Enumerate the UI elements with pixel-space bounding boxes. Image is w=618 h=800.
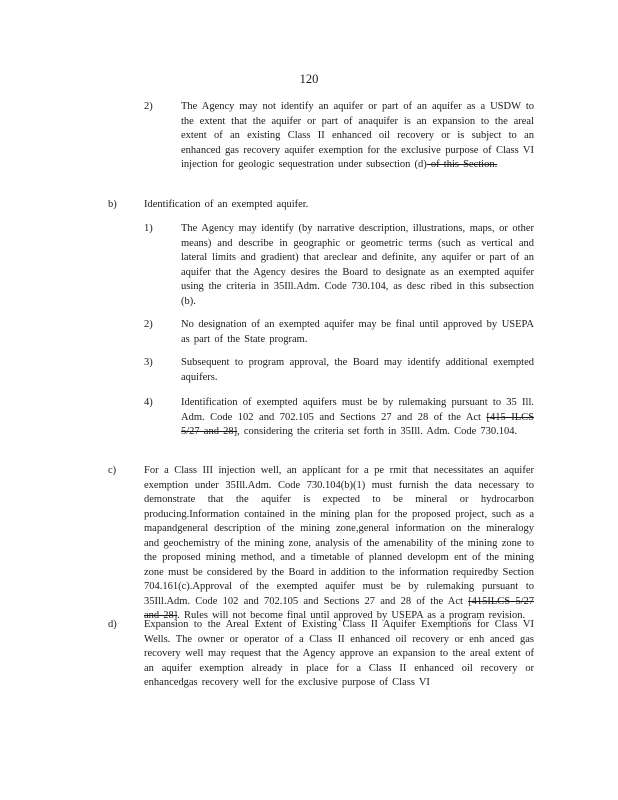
paragraph-label-b4: 4) xyxy=(144,397,153,408)
struck-text: of this Section. xyxy=(426,159,498,170)
text-run: , considering the criteria set forth in 35Ill. Adm. Code 730.104. xyxy=(237,426,518,437)
paragraph-label-c: c) xyxy=(108,465,117,476)
paragraph-text-b1 xyxy=(181,222,534,309)
text-run: Identification of exempted aquifers must be by rulemaking pursuant to 35 Ill. Adm. Code 102 and 702.105 and Sections 27 and 28 of the Act xyxy=(181,397,534,423)
text-run: Identification of an exempted aquifer. xyxy=(144,199,309,210)
paragraph-text-a2 xyxy=(181,100,534,173)
struck-text: [415 ILCS 5/27 and 28] xyxy=(181,411,534,437)
paragraph-label-b2: 2) xyxy=(144,319,153,330)
paragraph-label-b3: 3) xyxy=(144,357,153,368)
page-number: 120 xyxy=(299,72,319,86)
paragraph-label-a2: 2) xyxy=(144,101,153,112)
text-run: Subsequent to program approval, the Board may identify additional exempted aquifers. xyxy=(181,357,534,383)
paragraph-text-c xyxy=(144,464,534,624)
paragraph-label-b: b) xyxy=(108,199,117,210)
struck-text: [415ILCS 5/27 and 28] xyxy=(144,595,534,621)
text-run: For a Class III injection well, an applicant for a pe rmit that necessitates an aquifer exemption under 35Ill.Adm. Code 730.104(b)(1) must furnish the data necessary to demonstrate that the aquifer is expected to be mineral or hydrocarbon producing.Information contained in the mining plan for the proposed project, such as a mapandgeneral description of the mining zone,general information on the mineralogy and geochemistry of the mining zone, analysis of the amenability of the mining zone to the proposed mining method, and a timetable of planned developm ent of the mining zone must be considered by the Board in addition to the information requiredby Section 704.161(c).Approval of the exempted aquifer must be by rulemaking pursuant to 35Ill.Adm. Code 102 and 702.105 and Sections 27 and 28 of the Act xyxy=(144,465,534,607)
paragraph-label-d: d) xyxy=(108,619,117,630)
text-run: The Agency may identify (by narrative description, illustrations, maps, or other means) and describe in geographic or geometric terms (such as vertical and lateral limits and gradient) that areclear and definite, any aquifer or part of an aquifer that the Agency desires the Board to designate as an exempted aquifer using the criteria in 35Ill.Adm. Code 730.104, as desc ribed in this subsection (b). xyxy=(181,223,534,307)
text-run: The Agency may not identify an aquifer or part of an aquifer as a USDW to the extent that the aquifer or part of anaquifer is an expansion to the areal extent of an existing Class II enhanced oil recovery or is subject to an enhanced gas recovery aquifer exemption for the exclusive purpose of Class VI injection for geologic sequestration under subsection (d) xyxy=(181,101,534,170)
paragraph-text-b4 xyxy=(181,396,534,440)
paragraph-text-b xyxy=(144,198,534,213)
paragraph-text-b3 xyxy=(181,356,534,385)
text-run: No designation of an exempted aquifer may be final until approved by USEPA as part of the State program. xyxy=(181,319,534,345)
paragraph-text-b2 xyxy=(181,318,534,347)
paragraph-label-b1: 1) xyxy=(144,223,153,234)
paragraph-text-d xyxy=(144,618,534,691)
text-run: . Rules will not become final until approved by USEPA as a program revision. xyxy=(177,610,526,621)
text-run: Expansion to the Areal Extent of Existing Class II Aquifer Exemptions for Class VI Wells. The owner or operator of a Class II enhanced oil recovery or enh anced gas recovery well may request that the Agency approve an expansion to the areal extent of an aquifer exemption already in place for a Class II enhanced oil recovery or enhancedgas recovery well for the exclusive purpose of Class VI xyxy=(144,619,534,688)
